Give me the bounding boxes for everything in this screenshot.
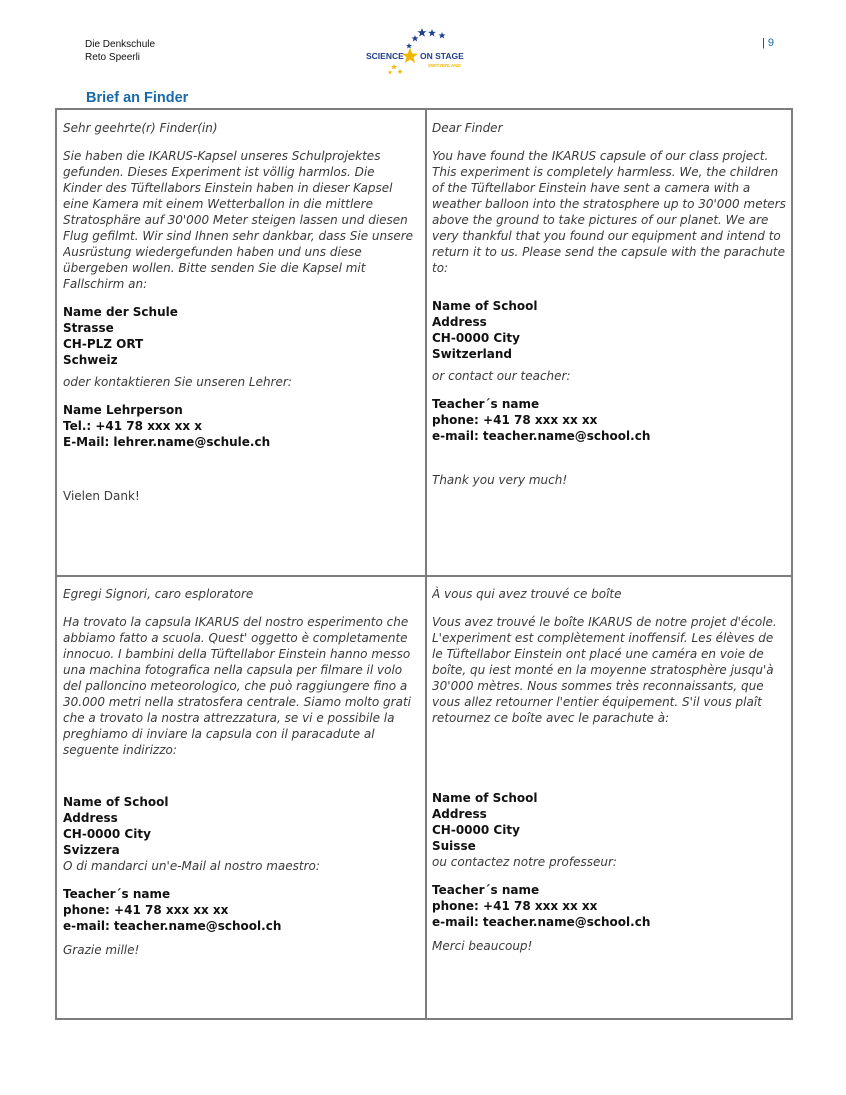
page-title: Brief an Finder (86, 90, 189, 106)
german-address-line: Schweiz (63, 353, 118, 367)
italian-address-line: Address (63, 811, 118, 825)
italian-contact (63, 886, 417, 934)
german-address-line: Name der Schule (63, 305, 178, 319)
german-contact-line: Tel.: +41 78 xxx xx x (63, 419, 202, 433)
french-address-line: Address (432, 807, 487, 821)
english-thanks: Thank you very much! (432, 473, 568, 487)
logo-text-left: SCIENCE (366, 51, 404, 61)
english-address-line: CH-0000 City (432, 331, 520, 345)
italian-contact-intro: O di mandarci un'e-Mail al nostro maestro: (63, 859, 320, 873)
english-greeting: Dear Finder (432, 121, 503, 135)
italian-contact-line: phone: +41 78 xxx xx xx (63, 903, 229, 917)
italian-address-line: Svizzera (63, 843, 120, 857)
header-school: Die Denkschule (85, 39, 156, 50)
french-contact-line: e-mail: teacher.name@school.ch (432, 915, 651, 929)
french-greeting: À vous qui avez trouvé ce boîte (432, 587, 622, 601)
german-address-line: Strasse (63, 321, 114, 335)
italian-thanks: Grazie mille! (63, 943, 140, 957)
german-contact (63, 402, 417, 450)
english-contact-line: Teacher´s name (432, 397, 540, 411)
french-contact-line: Teacher´s name (432, 883, 540, 897)
german-body: Sie haben die IKARUS-Kapsel unseres Schulprojektes gefunden. Dieses Experiment ist völlig harmlos. Die Kinder des Tüftellabors Einstein haben in dieser Kapsel eine Kamera mit einem Wetterballon in die mittlere Stratosphäre auf 30'000 Meter steigen lassen und diesen Flug gefilmt. Wir sind Ihnen sehr dankbar, dass Sie unsere Ausrüstung wiedergefunden haben und uns diese übergeben wollen. Bitte senden Sie die Kapsel mit Fallschirm an: (63, 149, 414, 291)
french-address-line: CH-0000 City (432, 823, 520, 837)
letter-english (432, 120, 786, 488)
german-thanks: Vielen Dank! (63, 489, 140, 503)
german-greeting: Sehr geehrte(r) Finder(in) (63, 121, 218, 135)
italian-contact-line: e-mail: teacher.name@school.ch (63, 919, 282, 933)
french-contact-line: phone: +41 78 xxx xx xx (432, 899, 598, 913)
german-contact-line: Name Lehrperson (63, 403, 183, 417)
english-body: You have found the IKARUS capsule of our class project. This experiment is completely harmless. We, the children of the Tüftellabor Einstein have sent a camera with a weather balloon into the stratosphere up to 30'000 meters above the ground to take pictures of our planet. We are very thankful that you found our equipment and intend to return it to us. Please send the capsule with the parachute to: (432, 149, 786, 275)
document-header (85, 38, 155, 64)
english-address-line: Switzerland (432, 347, 512, 361)
french-contact (432, 882, 786, 930)
page-number-separator: | (762, 37, 765, 49)
german-address (63, 304, 417, 368)
letter-italian (63, 586, 417, 958)
french-address-line: Name of School (432, 791, 538, 805)
italian-address-line: CH-0000 City (63, 827, 151, 841)
german-address-line: CH-PLZ ORT (63, 337, 144, 351)
english-contact-line: phone: +41 78 xxx xx xx (432, 413, 598, 427)
italian-contact-line: Teacher´s name (63, 887, 171, 901)
english-contact (432, 396, 786, 444)
english-address-line: Address (432, 315, 487, 329)
grid-horizontal-divider (57, 575, 791, 577)
french-address-line: Suisse (432, 839, 476, 853)
english-contact-line: e-mail: teacher.name@school.ch (432, 429, 651, 443)
page-number-value: 9 (767, 37, 775, 49)
italian-greeting: Egregi Signori, caro esploratore (63, 587, 254, 601)
german-contact-intro: oder kontaktieren Sie unseren Lehrer: (63, 375, 292, 389)
italian-address (63, 794, 417, 858)
logo-text-right: ON STAGE (420, 51, 464, 61)
logo-text-sub: SWITZERLAND (428, 63, 461, 68)
french-address (432, 790, 786, 854)
letter-french (432, 586, 786, 954)
page-number (762, 37, 774, 49)
header-author: Reto Speerli (85, 52, 141, 63)
english-address (432, 298, 786, 362)
french-body: Vous avez trouvé le boîte IKARUS de notre projet d'école. L'experiment est complètement inoffensif. Les élèves de le Tüftellabor Einstein ont placé une caméra en voie de boîte, qu iest monté en la moyenne stratosphère jusqu'à 30'000 mètres. Nous sommes très reconnaissants, que vous allez retourner l'entier équipement. S'il vous plaît retournez ce boîte avec le parachute à: (432, 615, 777, 725)
english-contact-intro: or contact our teacher: (432, 369, 571, 383)
french-thanks: Merci beaucoup! (432, 939, 533, 953)
german-contact-line: E-Mail: lehrer.name@schule.ch (63, 435, 271, 449)
letter-grid (55, 108, 793, 1020)
italian-address-line: Name of School (63, 795, 169, 809)
italian-body: Ha trovato la capsula IKARUS del nostro esperimento che abbiamo fatto a scuola. Quest' oggetto è completamente innocuo. I bambini della Tüftellabor Einstein hanno messo una machina fotografica nella capsula per filmare il volo del palloncino meteorologico, che può raggiungere fino a 30.000 metri nella stratosfera centrale. Siamo molto grati che a trovato la nostra attrezzatura, se vi e possibile la preghiamo di inviare la capsula con il paracadute al seguente indirizzo: (63, 615, 411, 757)
grid-vertical-divider (425, 110, 427, 1018)
english-address-line: Name of School (432, 299, 538, 313)
french-contact-intro: ou contactez notre professeur: (432, 855, 617, 869)
science-on-stage-logo (360, 26, 470, 78)
letter-german (63, 120, 417, 504)
